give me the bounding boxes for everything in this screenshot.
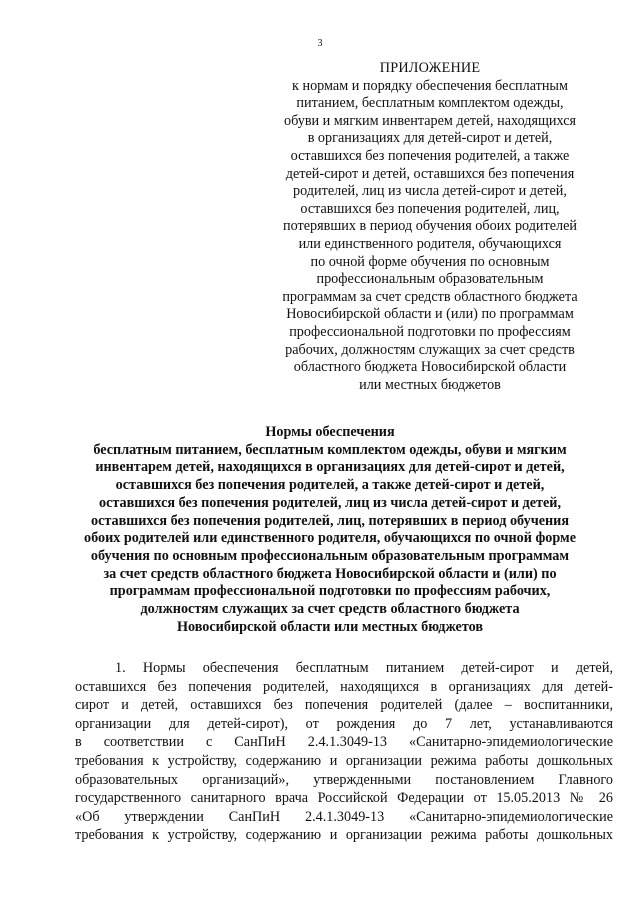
body-line: «Об утверждении СанПиН 2.4.1.3049-13 «Санитарно-эпидемиологические bbox=[75, 808, 613, 825]
appendix-line: детей-сирот и детей, оставшихся без попечения bbox=[285, 165, 575, 182]
body-paragraph bbox=[75, 659, 613, 845]
page-number: 3 bbox=[317, 38, 323, 49]
body-line: в соответствии с СанПиН 2.4.1.3049-13 «Санитарно-эпидемиологические bbox=[75, 734, 613, 751]
appendix-line: оставшихся без попечения родителей, а также bbox=[290, 147, 570, 164]
norms-title-line: Нормы обеспечения bbox=[265, 424, 395, 440]
body-line: оставшихся без попечения родителей, находящихся в организациях для детей- bbox=[75, 678, 613, 695]
appendix-line: профессиональным образовательным bbox=[316, 271, 544, 288]
appendix-line: в организациях для детей-сирот и детей, bbox=[307, 130, 553, 147]
norms-title-line: Новосибирской области или местных бюджетов bbox=[176, 618, 484, 635]
appendix-line: к нормам и порядку обеспечения бесплатным bbox=[292, 77, 568, 94]
norms-title-line: за счет средств областного бюджета Новосибирской области и (или) по bbox=[103, 565, 557, 582]
body-line: образовательных организаций», утвержденными постановлением Главного bbox=[75, 771, 613, 788]
appendix-heading: ПРИЛОЖЕНИЕ bbox=[379, 60, 481, 76]
norms-title-line: обучения по основным профессиональным образовательным программам bbox=[90, 547, 570, 564]
norms-title-line: оставшихся без попечения родителей, лиц, потерявших в период обучения bbox=[90, 512, 570, 529]
norms-title-line: бесплатным питанием, бесплатным комплектом одежды, обуви и мягким bbox=[93, 441, 567, 458]
norms-title-line: должностям служащих за счет средств областного бюджета bbox=[140, 601, 520, 618]
norms-title-line: оставшихся без попечения родителей, а также детей-сирот и детей, bbox=[115, 477, 545, 494]
appendix-line: оставшихся без попечения родителей, лиц, bbox=[300, 200, 560, 217]
body-line: 1. Нормы обеспечения бесплатным питанием детей-сирот и детей, bbox=[115, 660, 613, 676]
appendix-block bbox=[280, 60, 580, 394]
appendix-line: профессиональной подготовки по профессиям bbox=[289, 323, 571, 340]
body-line: сирот и детей, оставшихся без попечения родителей (далее – воспитанники, bbox=[75, 697, 613, 714]
body-line: государственного санитарного врача Российской Федерации от 15.05.2013 № 26 bbox=[75, 790, 613, 807]
body-line: требования к устройству, содержанию и организации режима работы дошкольных bbox=[75, 827, 613, 844]
appendix-line: родителей, лиц из числа детей-сирот и детей, bbox=[293, 183, 567, 200]
appendix-line: Новосибирской области и (или) по программам bbox=[286, 306, 574, 323]
norms-title-line: обоих родителей или единственного родителя, обучающихся по очной форме bbox=[83, 530, 576, 547]
appendix-line: областного бюджета Новосибирской области bbox=[293, 359, 567, 376]
appendix-line: рабочих, должностям служащих за счет средств bbox=[285, 341, 575, 358]
appendix-line: обуви и мягким инвентарем детей, находящихся bbox=[283, 112, 577, 129]
appendix-line: по очной форме обучения по основным bbox=[310, 253, 550, 270]
appendix-line: или единственного родителя, обучающихся bbox=[298, 235, 562, 252]
norms-title-line: программам профессиональной подготовки по профессиям рабочих, bbox=[109, 583, 551, 600]
appendix-line: программам за счет средств областного бюджета bbox=[282, 288, 578, 305]
appendix-line: или местных бюджетов bbox=[359, 376, 501, 393]
body-line: организации для детей-сирот), от рождения до 7 лет, устанавливаются bbox=[75, 715, 613, 732]
appendix-line: питанием, бесплатным комплектом одежды, bbox=[296, 95, 564, 112]
norms-title bbox=[60, 424, 600, 636]
appendix-line: потерявших в период обучения обоих родителей bbox=[283, 218, 577, 235]
norms-title-line: оставшихся без попечения родителей, лиц из числа детей-сирот и детей, bbox=[98, 494, 562, 511]
body-line: требования к устройству, содержанию и организации режима работы дошкольных bbox=[75, 752, 613, 769]
norms-title-line: инвентарем детей, находящихся в организациях для детей-сирот и детей, bbox=[95, 459, 565, 476]
